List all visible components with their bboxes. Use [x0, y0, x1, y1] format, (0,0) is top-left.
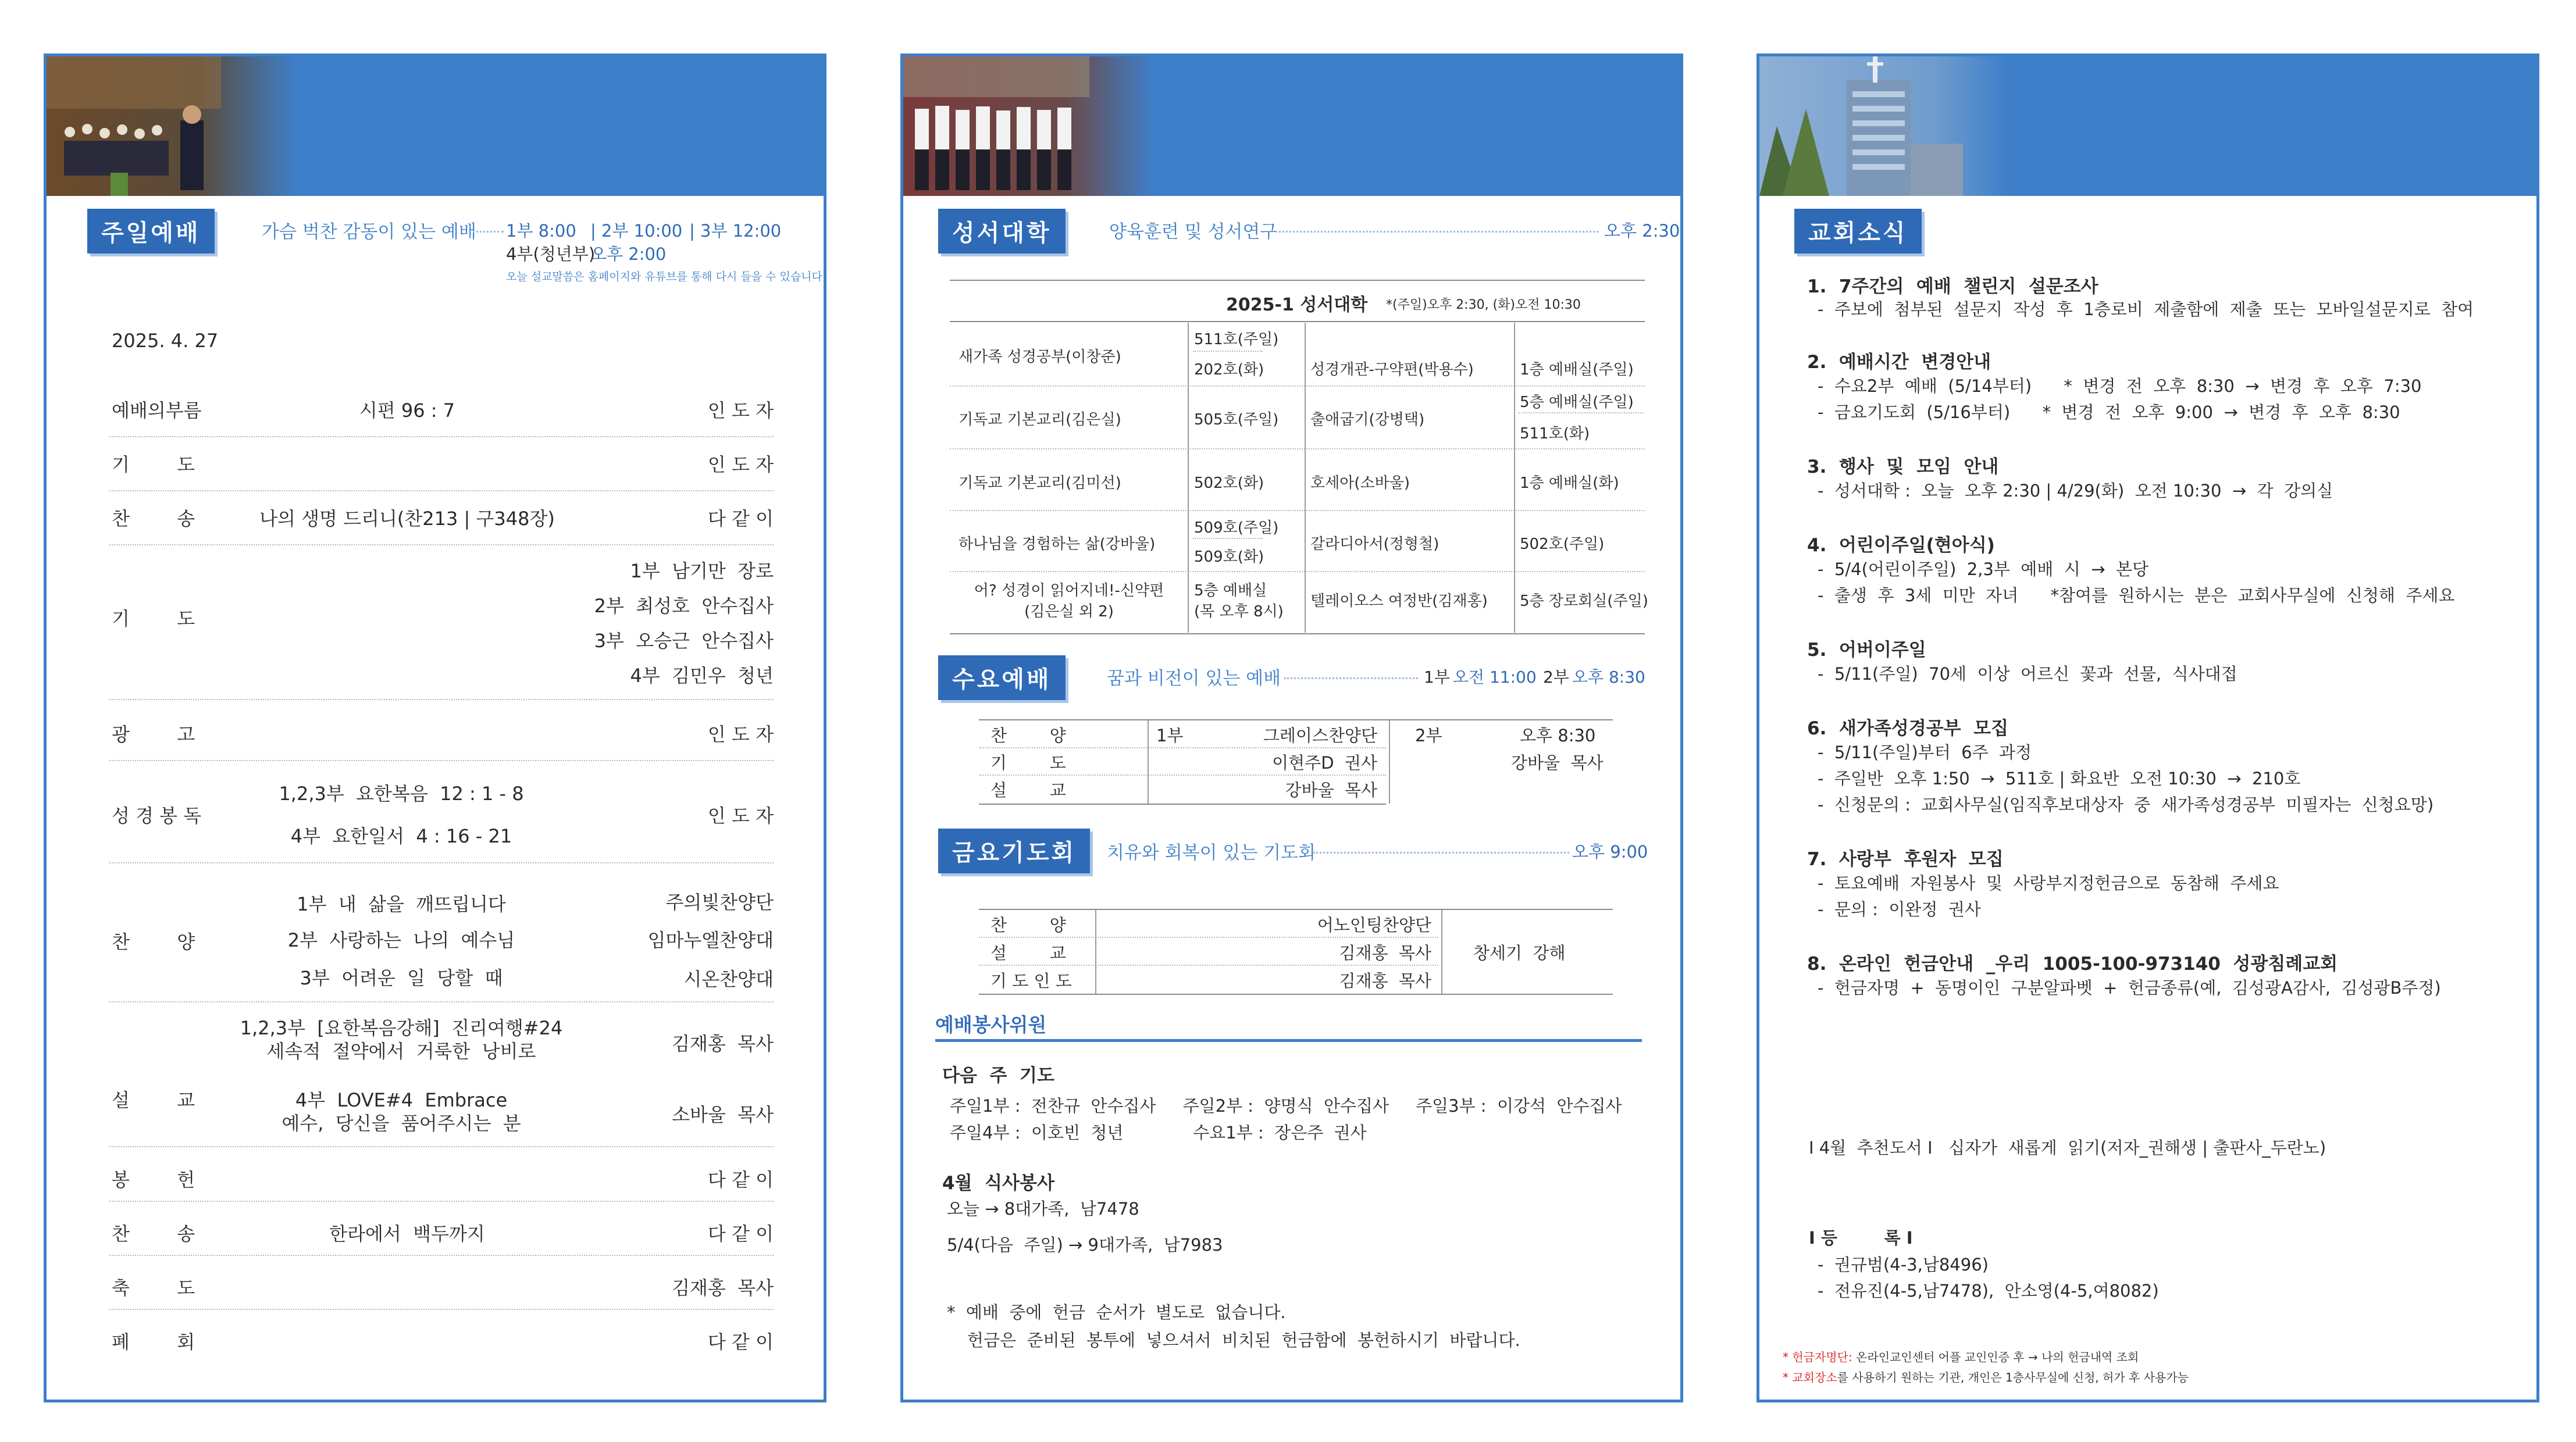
prayer-line: 2부 최성호 안수집사: [594, 595, 774, 617]
fri-value: 어노인팅찬양단: [1317, 915, 1431, 935]
class-room: 202호(화): [1194, 361, 1264, 379]
scripture-line: 4부 요한일서 4 : 16 - 21: [290, 825, 512, 847]
fri-value: 김재홍 목사: [1339, 943, 1431, 963]
row-divider: [979, 965, 1438, 966]
sermon-line: 4부 LOVE#4 Embrace: [295, 1089, 508, 1111]
class-room: 509호(화): [1194, 548, 1264, 566]
footnote-text: 온라인교인센터 어플 교인인증 후 → 나의 헌금내역 조회: [1856, 1350, 2139, 1364]
praise-line: 2부 사랑하는 나의 예수님: [287, 929, 515, 951]
news-line: - 주일반 오후 1:50 → 511호 | 화요반 오전 10:30 → 210호: [1818, 769, 2301, 788]
class-name: 하나님을 경험하는 삶(강바울): [959, 536, 1156, 553]
row-right: 김재홍 목사: [672, 1277, 774, 1299]
class-room: (목 오후 8시): [1194, 603, 1284, 620]
prayer-line: 1부 남기만 장로: [630, 560, 774, 582]
row-right: 인 도 자: [707, 454, 774, 476]
class-room: 509호(주일): [1194, 519, 1279, 537]
news-title: 8. 온라인 헌금안내 _우리 1005-100-973140 성광침례교회: [1807, 954, 2338, 975]
class-room: 511호(주일): [1194, 331, 1279, 348]
class-name: 출애굽기(강병택): [1310, 411, 1425, 429]
class-name: 기독교 기본교리(김은실): [959, 411, 1121, 429]
sermon-line: 1,2,3부 [요한복음강해] 진리여행#24: [240, 1017, 563, 1039]
sermon-line: 예수, 당신을 품어주시는 분: [282, 1112, 521, 1134]
col-divider: [1148, 720, 1149, 804]
time-1: 1부 8:00: [506, 221, 576, 241]
row-label: 찬 송: [112, 1223, 195, 1245]
row-divider: [109, 544, 774, 545]
church-news-panel: [1756, 53, 2539, 1402]
fri-table-bottom: [979, 994, 1613, 995]
table-bottom-rule: [950, 633, 1645, 634]
recommended-book: I 4월 추천도서 I 십자가 새롭게 읽기(저자_권해생 | 출판사_두란노): [1809, 1138, 2326, 1158]
sunday-worship-tag: 주일예배: [87, 209, 215, 254]
class-room: 5층 예배실(주일): [1520, 394, 1634, 411]
row-label: 폐 회: [112, 1331, 195, 1353]
dotted-leader: [1284, 677, 1418, 679]
row-right: 인 도 자: [707, 723, 774, 745]
worship-photo: [47, 56, 297, 196]
meal-line: 5/4(다음 주일) → 9대가족, 남7983: [947, 1235, 1223, 1255]
table-top-rule: [950, 280, 1645, 281]
row-content: 시편 96 : 7: [359, 399, 455, 422]
wed-value: 그레이스찬양단: [1263, 726, 1377, 745]
row-label: 기 도: [112, 608, 195, 630]
class-name: 성경개관-구약편(박용수): [1310, 361, 1474, 379]
col-divider: [1188, 323, 1189, 633]
class-name: 새가족 성경공부(이창준): [959, 348, 1121, 366]
bible-college-tag: 성서대학: [938, 209, 1066, 254]
news-title: 1. 7주간의 예배 챌린지 설문조사: [1807, 276, 2098, 297]
wed-value: 강바울 목사: [1285, 780, 1377, 800]
preacher: 김재홍 목사: [672, 1033, 774, 1055]
row-label: 찬 송: [112, 508, 195, 530]
row-content: 나의 생명 드리니(찬213 | 구348장): [259, 508, 555, 530]
choir-name: 주의빛찬양단: [665, 891, 774, 913]
row-content: 한라에서 백두까지: [329, 1223, 485, 1245]
fri-label: 기 도 인 도: [991, 971, 1072, 991]
row-divider: [109, 1309, 774, 1310]
wed-time: 오전 11:00: [1453, 668, 1537, 687]
news-title: 6. 새가족성경공부 모집: [1807, 718, 2009, 739]
wed-table-top: [979, 719, 1613, 720]
wed-p2-speaker: 강바울 목사: [1511, 753, 1604, 773]
news-line: - 토요예배 자원봉사 및 사랑부지정헌금으로 동참해 주세요: [1818, 873, 2279, 893]
table-note: *(주일)오후 2:30, (화)오전 10:30: [1386, 298, 1581, 312]
sermon-line: 세속적 절약에서 거룩한 낭비로: [266, 1040, 536, 1062]
footnote: [1783, 1368, 2189, 1385]
news-title: 4. 어린이주일(현아식): [1807, 535, 1995, 556]
news-line: - 헌금자명 + 동명이인 구분알파벳 + 헌금종류(예, 김성광A감사, 김성광B주정): [1818, 978, 2441, 998]
dotted-leader: [1275, 231, 1598, 233]
class-name: 호세아(소바울): [1310, 474, 1410, 492]
bible-college-panel: [900, 53, 1683, 1402]
row-divider: [109, 490, 774, 491]
col-divider: [1441, 910, 1442, 994]
offering-note: * 예배 중에 헌금 순서가 별도로 없습니다.: [947, 1302, 1286, 1322]
wednesday-subtitle: 꿈과 비전이 있는 예배: [1107, 668, 1281, 689]
row-label: 기 도: [112, 454, 195, 476]
row-right: 다 같 이: [707, 1331, 774, 1353]
wed-value: 이현주D 권사: [1272, 753, 1377, 773]
col-divider: [1095, 910, 1096, 994]
friday-time: 오후 9:00: [1572, 842, 1648, 862]
news-line: - 5/11(주일)부터 6주 과정: [1818, 743, 2032, 762]
news-line: - 수요2부 예배 (5/14부터) * 변경 전 오후 8:30 → 변경 후 오후 7:30: [1818, 376, 2422, 396]
class-room: 511호(화): [1520, 425, 1590, 442]
row-divider: [109, 699, 774, 700]
friday-subtitle: 치유와 회복이 있는 기도회: [1107, 843, 1316, 863]
cell-divider: [1193, 351, 1263, 352]
meal-line: 오늘 → 8대가족, 남7478: [947, 1199, 1139, 1219]
row-divider: [109, 1201, 774, 1202]
row-right: 다 같 이: [707, 1169, 774, 1191]
prayer-line: 3부 오승근 안수집사: [594, 630, 774, 652]
time-4-label: 4부(청년부): [506, 244, 596, 264]
news-line: - 성서대학 : 오늘 오후 2:30 | 4/29(화) 오전 10:30 → 각 강의실: [1818, 481, 2333, 501]
bulletin-date: 2025. 4. 27: [112, 330, 219, 352]
wed-time: 오후 8:30: [1572, 668, 1645, 687]
class-room: 5층 예배실: [1194, 582, 1267, 599]
sunday-worship-subtitle: 가슴 벅찬 감동이 있는 예배: [262, 222, 476, 242]
sunday-worship-panel: [44, 53, 826, 1402]
fri-label: 찬 양: [991, 915, 1066, 935]
row-label: 봉 헌: [112, 1169, 195, 1191]
row-divider: [950, 571, 1645, 572]
time-2: | 2부 10:00: [590, 221, 683, 241]
time-3: | 3부 12:00: [689, 221, 782, 241]
sermon-note: 오늘 설교말씀은 홈페이지와 유튜브를 통해 다시 들을 수 있습니다: [506, 270, 822, 283]
row-right: 인 도 자: [707, 399, 774, 422]
row-right: 인 도 자: [707, 805, 774, 827]
fri-label: 설 교: [991, 943, 1066, 963]
footnote-marker: * 헌금자명단:: [1783, 1350, 1852, 1364]
fri-table-top: [979, 909, 1613, 910]
registration-title: I 등 록 I: [1809, 1228, 1913, 1248]
row-divider: [979, 747, 1386, 748]
row-divider: [109, 1146, 774, 1147]
class-teacher: (김은실 외 2): [1024, 603, 1114, 620]
bible-college-time: 오후 2:30: [1604, 221, 1680, 241]
col-divider: [1305, 323, 1306, 633]
news-title: 5. 어버이주일: [1807, 640, 1926, 661]
preacher: 소바울 목사: [672, 1104, 774, 1126]
meal-title: 4월 식사봉사: [942, 1173, 1054, 1194]
wed-part: 1부: [1156, 726, 1184, 745]
class-room: 1층 예배실(주일): [1520, 361, 1634, 379]
bible-college-subtitle: 양육훈련 및 성서연구: [1109, 222, 1278, 242]
registration-line: - 전유진(4-5,남7478), 안소영(4-5,여8082): [1818, 1281, 2159, 1301]
row-label: 예배의부름: [112, 399, 202, 422]
cell-divider: [1193, 538, 1263, 539]
news-title: 7. 사랑부 후원자 모집: [1807, 849, 2004, 870]
row-label: 광 고: [112, 723, 195, 745]
row-right: 다 같 이: [707, 508, 774, 530]
row-divider: [950, 448, 1645, 449]
offering-note: 헌금은 준비된 봉투에 넣으셔서 비치된 헌금함에 봉헌하시기 바랍니다.: [967, 1330, 1520, 1350]
wed-p2-time: 오후 8:30: [1520, 726, 1596, 745]
choir-photo: [903, 56, 1153, 196]
row-right: 다 같 이: [707, 1223, 774, 1245]
table-title: 2025-1 성서대학: [1226, 295, 1368, 315]
class-room: 5층 장로회실(주일): [1520, 592, 1648, 610]
news-line: - 5/4(어린이주일) 2,3부 예배 시 → 본당: [1818, 559, 2149, 579]
wed-time-part: 1부: [1424, 668, 1450, 687]
row-label: 설 교: [112, 1089, 195, 1111]
church-building-photo: [1759, 56, 2010, 196]
news-line: - 출생 후 3세 미만 자녀 *참여를 원하시는 분은 교회사무실에 신청해 주세요: [1818, 586, 2455, 605]
fri-side: 창세기 강해: [1473, 943, 1566, 963]
class-name: 어? 성경이 읽어지네!-신약편: [974, 582, 1164, 599]
praise-line: 3부 어려운 일 당할 때: [300, 967, 503, 989]
wed-label: 설 교: [991, 780, 1066, 800]
class-room: 505호(주일): [1194, 411, 1279, 429]
time-4-value: 오후 2:00: [590, 244, 667, 264]
next-prayer-line: 주일1부 : 전찬규 안수집사 주일2부 : 양명식 안수집사 주일3부 : 이강석 안수집사: [950, 1096, 1622, 1116]
wed-time-part: 2부: [1543, 668, 1569, 687]
wednesday-worship-tag: 수요예배: [938, 655, 1066, 700]
choir-name: 임마누엘찬양대: [647, 929, 774, 951]
footnote-marker: * 교회장소: [1783, 1370, 1837, 1384]
row-label: 성 경 봉 독: [112, 805, 202, 827]
col-divider: [1389, 720, 1390, 804]
row-label: 축 도: [112, 1277, 195, 1299]
friday-prayer-tag: 금요기도회: [938, 829, 1090, 873]
scripture-line: 1,2,3부 요한복음 12 : 1 - 8: [279, 783, 524, 805]
registration-line: - 권규범(4-3,남8496): [1818, 1255, 1989, 1275]
class-name: 텔레이오스 여정반(김재홍): [1310, 592, 1488, 610]
class-room: 502호(주일): [1520, 536, 1605, 553]
news-line: - 5/11(주일) 70세 이상 어르신 꽃과 선물, 식사대접: [1818, 664, 2237, 684]
news-line: - 주보에 첨부된 설문지 작성 후 1층로비 제출함에 제출 또는 모바일설문지로 참여: [1818, 299, 2474, 319]
next-prayer-line: 주일4부 : 이호빈 청년 수요1부 : 장은주 권사: [950, 1123, 1367, 1143]
praise-line: 1부 내 삶을 깨뜨립니다: [297, 893, 506, 915]
fri-value: 김재홍 목사: [1339, 971, 1431, 991]
dotted-leader: [1313, 852, 1569, 854]
row-divider: [950, 386, 1645, 387]
class-room: 502호(화): [1194, 474, 1264, 492]
row-divider: [979, 774, 1386, 776]
church-news-tag: 교회소식: [1794, 209, 1922, 254]
dotted-leader: [469, 231, 504, 233]
row-divider: [950, 510, 1645, 511]
news-line: - 신청문의 : 교회사무실(임직후보대상자 중 새가족성경공부 미필자는 신청요망): [1818, 795, 2434, 815]
row-divider: [109, 436, 774, 437]
row-divider: [109, 862, 774, 863]
news-line: - 금요기도회 (5/16부터) * 변경 전 오후 9:00 → 변경 후 오후 8:30: [1818, 402, 2400, 422]
volunteers-rule: [935, 1039, 1642, 1042]
news-title: 3. 행사 및 모임 안내: [1807, 456, 1999, 477]
footnote: [1783, 1348, 2139, 1365]
news-line: - 문의 : 이완정 권사: [1818, 900, 1981, 919]
next-prayer-title: 다음 주 기도: [942, 1065, 1054, 1086]
footnote-text: 를 사용하기 원하는 기관, 개인은 1층사무실에 신청, 허가 후 사용가능: [1837, 1370, 2189, 1384]
choir-name: 시온찬양대: [683, 968, 774, 990]
row-divider: [109, 1255, 774, 1256]
row-divider: [109, 760, 774, 761]
row-label: 찬 양: [112, 931, 195, 953]
wed-part: 2부: [1415, 726, 1442, 745]
class-name: 기독교 기본교리(김미선): [959, 474, 1121, 492]
col-divider: [1514, 323, 1515, 633]
volunteers-title: 예배봉사위원: [935, 1013, 1047, 1036]
news-title: 2. 예배시간 변경안내: [1807, 352, 1991, 373]
class-room: 1층 예배실(화): [1520, 474, 1619, 492]
row-divider: [109, 1001, 774, 1002]
prayer-line: 4부 김민우 청년: [630, 665, 774, 687]
cell-divider: [1519, 412, 1644, 413]
wed-label: 기 도: [991, 753, 1066, 773]
wed-table-bottom: [979, 804, 1386, 805]
class-name: 갈라디아서(정형철): [1310, 536, 1440, 553]
wed-label: 찬 양: [991, 726, 1066, 745]
table-header-rule: [950, 321, 1645, 322]
row-divider: [979, 937, 1438, 938]
